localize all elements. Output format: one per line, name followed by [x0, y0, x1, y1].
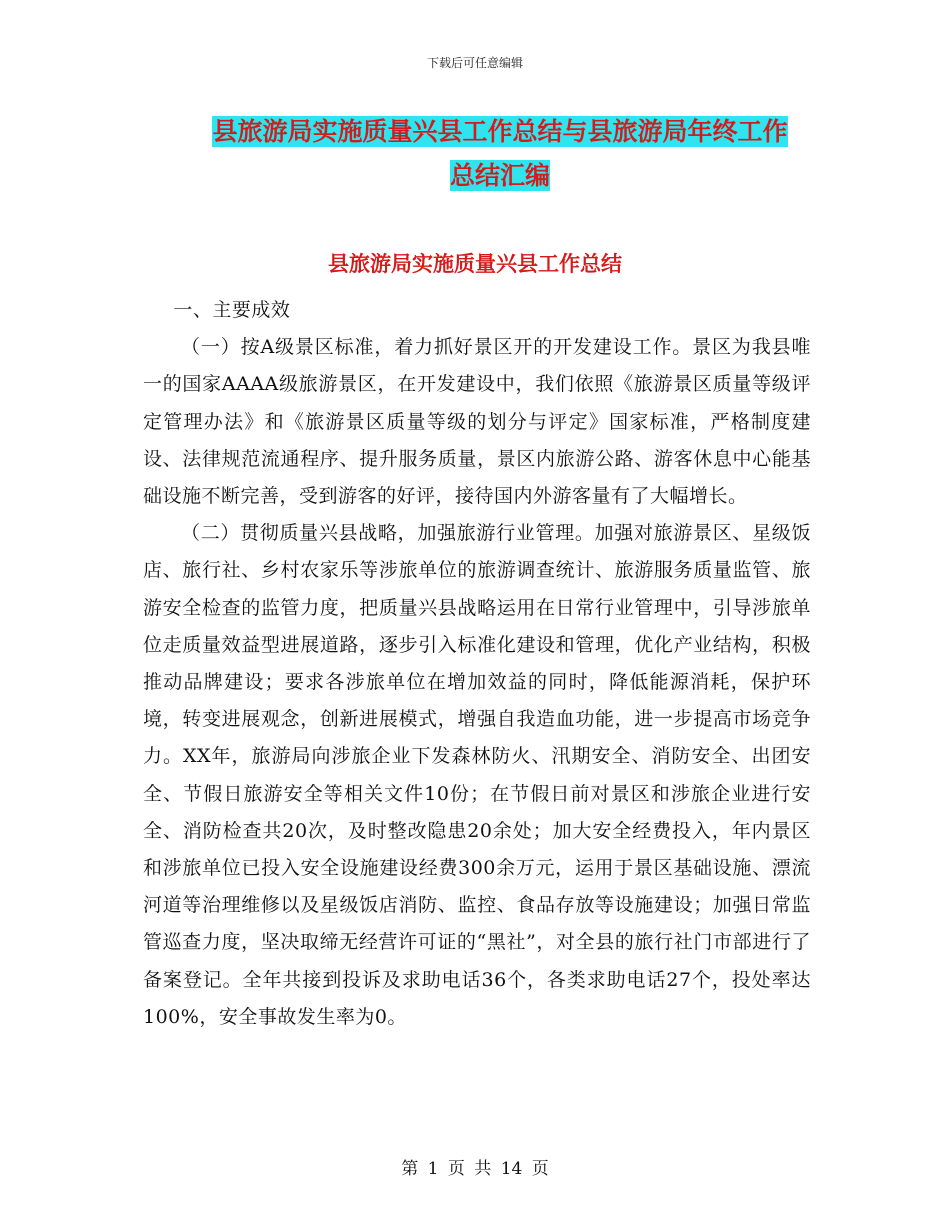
paragraph-quality-management: （二）贯彻质量兴县战略，加强旅游行业管理。加强对旅游景区、星级饭店、旅行社、乡村农家乐等涉旅单位的旅游调查统计、旅游服务质量监管、旅游安全检查的监管力度，把质量兴县战略运用在日常行业管理中，引导涉旅单位走质量效益型进展道路，逐步引入标准化建设和管理，优化产业结构，积极推动品牌建设；要求各涉旅单位在增加效益的同时，降低能源消耗，保护环境，转变进展观念，创新进展模式，增强自我造血功能，进一步提高市场竞争力。XX年，旅游局向涉旅企业下发森林防火、汛期安全、消防安全、出团安全、节假日旅游安全等相关文件10份；在节假日前对景区和涉旅企业进行安全、消防检查共20次，及时整改隐患20余处；加大安全经费投入，年内景区和涉旅单位已投入安全设施建设经费300余万元，运用于景区基础设施、漂流河道等治理维修以及星级饭店消防、监控、食品存放等设施建设；加强日常监管巡查力度，坚决取缔无经营许可证的“黑社”，对全县的旅行社门市部进行了备案登记。全年共接到投诉及求助电话36个，各类求助电话27个，投处率达100%，安全事故发生率为0。: [143, 522, 811, 1028]
section-title: 县旅游局实施质量兴县工作总结: [328, 252, 622, 276]
document-title-line-2: 总结汇编: [449, 161, 550, 190]
heading-main-results: 一、主要成效: [173, 299, 291, 321]
document-title: [140, 110, 860, 198]
header-note: 下载后可任意编辑: [426, 56, 523, 70]
document-title-line-1: 县旅游局实施质量兴县工作总结与县旅游局年终工作: [212, 117, 788, 146]
page-number-footer: 第 1 页 共 14 页: [401, 1159, 549, 1179]
document-body: [143, 292, 811, 1036]
paragraph-scenic-area: （一）按A级景区标准，着力抓好景区开的开发建设工作。景区为我县唯一的国家AAAA级旅游景区，在开发建设中，我们依照《旅游景区质量等级评定管理办法》和《旅游景区质量等级的划分与评定》国家标准，严格制度建设、法律规范流通程序、提升服务质量，景区内旅游公路、游客休息中心能基础设施不断完善，受到游客的好评，接待国内外游客量有了大幅增长。: [143, 336, 811, 508]
